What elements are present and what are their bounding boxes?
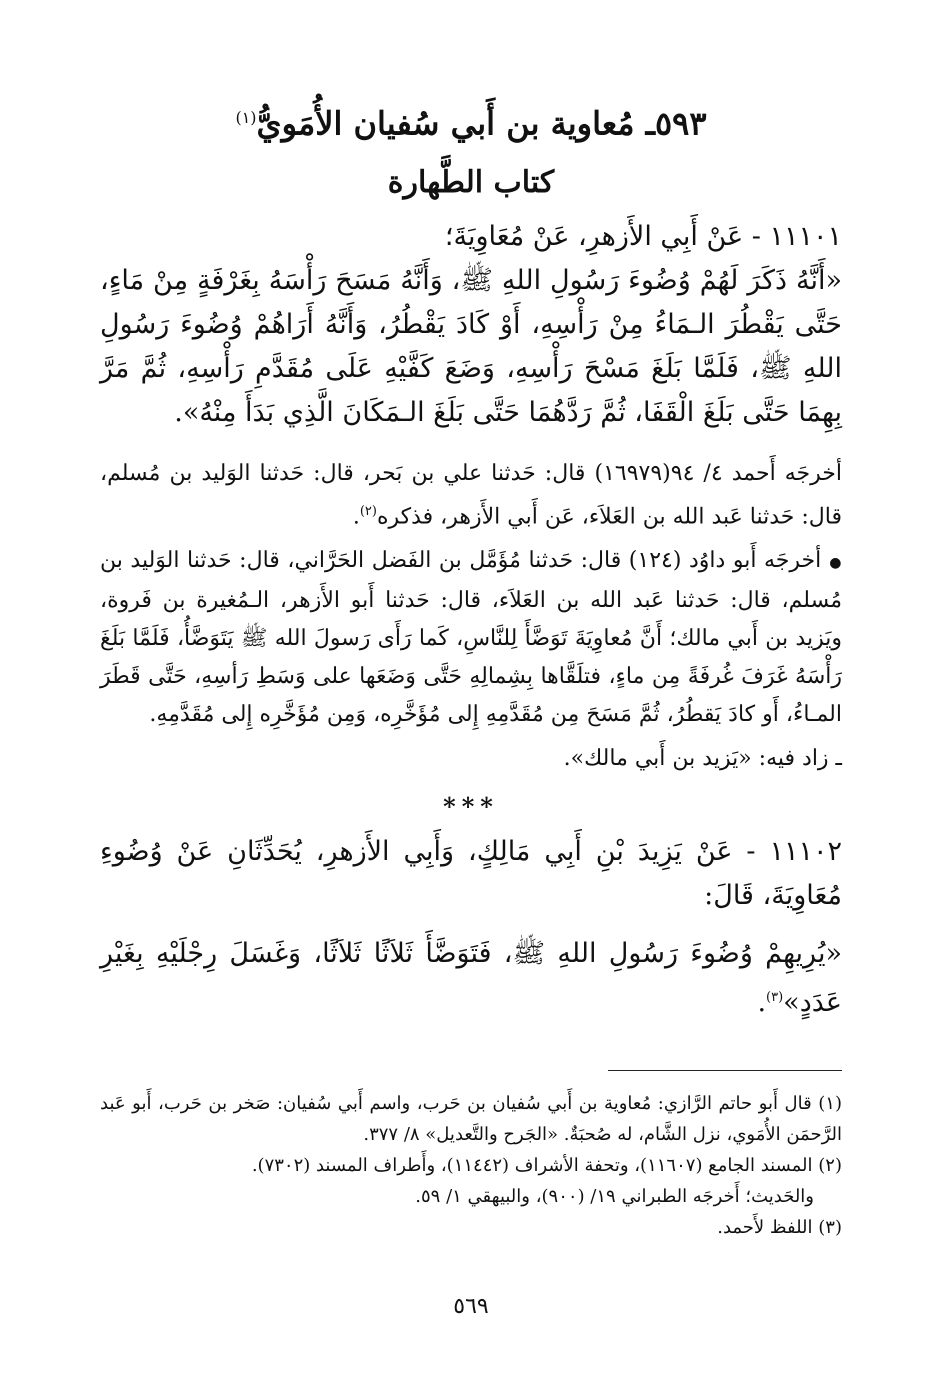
takhrij-ahmad-footnote-ref[interactable]: (٢) [359,503,377,519]
hadith-11102-text-body: «يُرِيهِمْ وُضُوءَ رَسُولِ اللهِ ﷺ، فَتَوَضَّأَ ثَلاَثًا ثَلاَثًا، وَغَسَلَ رِجْلَيْهِ بِغَيْرِ عَدَدٍ» [100,937,842,1018]
page-body [100,95,842,1025]
hadith-11101-text: «أَنَّهُ ذَكَرَ لَهُمْ وُضُوءَ رَسُولِ اللهِ ﷺ، وَأَنَّهُ مَسَحَ رَأْسَهُ بِغَرْفَةٍ مِنْ مَاءٍ، حَتَّى يَقْطُرَ الـمَاءُ مِنْ رَأْسِهِ، أَوْ كَادَ يَقْطُرُ، وَأَنَّهُ أَرَاهُمْ وُضُوءَ رَسُولِ اللهِ ﷺ، فَلَمَّا بَلَغَ مَسْحَ رَأْسِهِ، وَضَعَ كَفَّيْهِ عَلَى مُقَدَّمِ رَأْسِهِ، ثُمَّ مَرَّ بِهِمَا حَتَّى بَلَغَ الْقَفَا، ثُمَّ رَدَّهُمَا حَتَّى بَلَغَ الـمَكَانَ الَّذِي بَدَأَ مِنْهُ». [100,264,842,428]
hadith-11101-head: ١١١٠١ - عَنْ أَبِي الأَزهرِ، عَنْ مُعَاوِيَةَ؛ [444,220,842,252]
takhrij-abu-dawud-text: أخرجَه أَبو داوُد (١٢٤) قال: حَدثنا مُؤَمَّل بن الفَضل الحَرَّاني، قال: حَدثنا الوَليد بن مُسلم، قال: حَدثنا عَبد الله بن العَلاَء، قال: حَدثنا أَبو الأَزهر، الـمُغيرة بن فَروة، ويَزيد بن أَبي مالك؛ أَنَّ مُعاوِيَةَ تَوَضَّأَ لِلنَّاسِ، كَما رَأَى رَسولَ الله ﷺ يَتَوَضَّأُ، فَلَمَّا بَلَغَ رَأْسَهُ غَرَفَ غُرفَةً مِن ماءٍ، فتلَقَّاها بِشِمالِهِ حَتَّى وَضَعَها على وَسَطِ رَأسِهِ، حَتَّى قَطَرَ المـاءُ، أَو كادَ يَقطُرُ، ثُمَّ مَسَحَ مِن مُقَدَّمِهِ إِلى مُؤَخَّرِه، وَمِن مُؤَخَّرِه إِلى مُقَدَّمِهِ. [100,547,842,727]
footnote-2: (٢) المسند الجامع (١١٦٠٧)، وتحفة الأشراف (١١٤٤٢)، وأَطراف المسند (٧٣٠٢). [251,1155,842,1176]
bullet-icon: ● [829,554,842,571]
footnotes [100,1088,842,1243]
chapter-footnote-ref[interactable]: (١) [235,108,257,127]
footnote-1: (١) قال أَبو حاتم الرَّازي: مُعاوية بن أَبي سُفيان بن حَرب، واسم أَبي سُفيان: صَخر بن حَرب، أَبو عَبد الرَّحمَن الأُمَوي، نزل الشَّام، له صُحبَةٌ. «الجَرح والتَّعديل» ٨/ ٣٧٧. [100,1093,842,1145]
footnote-3: (٣) اللفظ لأَحمد. [717,1217,842,1238]
chapter-title-text: ٥٩٣ـ مُعاوية بن أَبي سُفيان الأُمَويُّ [256,104,707,143]
takhrij-addition: ـ زاد فيه: «يَزيد بن أَبي مالك». [563,745,842,771]
section-separator: *** [443,791,499,821]
footnote-divider [608,1070,842,1071]
takhrij-ahmad-text: أخرجَه أَحمد ٤/ ٩٤(١٦٩٧٩) قال: حَدثنا علي بن بَحر، قال: حَدثنا الوَليد بن مُسلم، قال: حَدثنا عَبد الله بن العَلاَء، عَن أَبي الأَزهر، فذكره [100,460,843,529]
page-number: ٥٦٩ [453,1294,489,1319]
takhrij-ahmad: أخرجَه أَحمد ٤/ ٩٤(١٦٩٧٩) قال: حَدثنا علي بن بَحر، قال: حَدثنا الوَليد بن مُسلم، قال: حَدثنا عَبد الله بن العَلاَء، عَن أَبي الأَزهر، فذكره$^{(٢)}$. [100,460,843,529]
hadith-11102-text: «يُرِيهِمْ وُضُوءَ رَسُولِ اللهِ ﷺ، فَتَوَضَّأَ ثَلاَثًا ثَلاَثًا، وَغَسَلَ رِجْلَيْهِ بِغَيْرِ عَدَدٍ»$^{(٣)}$. [100,937,842,1018]
takhrij-abu-dawud [100,542,842,734]
footnote-2-continued: والحَديث؛ أَخرجَه الطبراني ١٩/ (٩٠٠)، والبيهقي ١/ ٥٩. [415,1186,814,1207]
hadith-11102-footnote-ref[interactable]: (٣) [766,989,784,1005]
book-title: كتاب الطَّهارة [387,164,555,200]
hadith-11102-head: ١١١٠٢ - عَنْ يَزِيدَ بْنِ أَبِي مَالِكٍ، وَأَبِي الأَزهرِ، يُحَدِّثَانِ عَنْ وُضُوءِ مُعَاوِيَةَ، قَالَ: [100,835,842,911]
chapter-title [100,95,842,147]
